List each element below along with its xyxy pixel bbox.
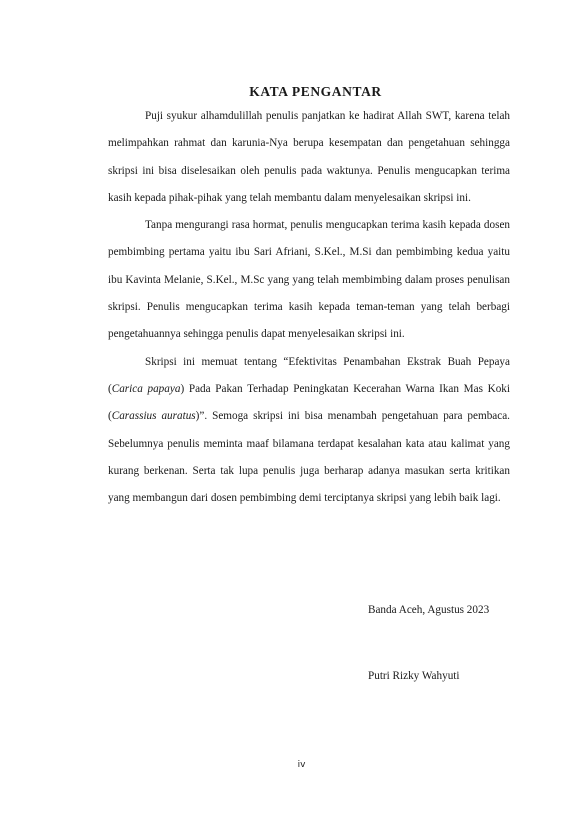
paragraph-2: Tanpa mengurangi rasa hormat, penulis mengucapkan terima kasih kepada dosen pembimbing pertama yaitu ibu Sari Afriani, S.Kel., M.Si dan pembimbing kedua yaitu ibu Kavinta Melanie, S.Kel., M.Sc yang yang telah membimbing dalam proses penulisan skripsi. Penulis mengucapkan terima kasih kepada teman-teman yang telah berbagi pengetahuannya sehingga penulis dapat menyelesaikan skripsi ini.: [108, 219, 510, 341]
page-title: KATA PENGANTAR: [249, 84, 382, 99]
species-name-papaya: Carica papaya: [111, 382, 181, 395]
species-name-goldfish: Carassius auratus: [111, 410, 196, 423]
paragraph-1: Puji syukur alhamdulillah penulis panjatkan ke hadirat Allah SWT, karena telah melimpahkan rahmat dan karunia-Nya berupa kesempatan dan pengetahuan sehingga skripsi ini bisa diselesaikan oleh penulis pada waktunya. Penulis mengucapkan terima kasih kepada pihak-pihak yang telah membantu dalam menyelesaikan skripsi ini.: [108, 110, 510, 204]
body-text: [108, 103, 510, 512]
signature-name: Putri Rizky Wahyuti: [368, 670, 460, 682]
paragraph-3-text-2: ) Pada Pakan Terhadap Peningkatan Kecerahan Warna Ikan Mas Koki (: [108, 382, 511, 423]
page-number: iv: [297, 760, 306, 770]
signature-place-date: Banda Aceh, Agustus 2023: [368, 604, 490, 616]
paragraph-3-text-1: Skripsi ini memuat tentang “Efektivitas Penambahan Ekstrak Buah Pepaya (: [108, 355, 510, 395]
paragraph-3: [108, 349, 510, 513]
paragraph-3-text-3: )”. Semoga skripsi ini bisa menambah pengetahuan para pembaca. Sebelumnya penulis meminta maaf bilamana terdapat kesalahan kata atau kalimat yang kurang berkenan. Serta tak lupa penulis juga berharap adanya masukan serta kritikan yang membangun dari dosen pembimbing demi terciptanya skripsi yang lebih baik lagi.: [108, 410, 510, 505]
